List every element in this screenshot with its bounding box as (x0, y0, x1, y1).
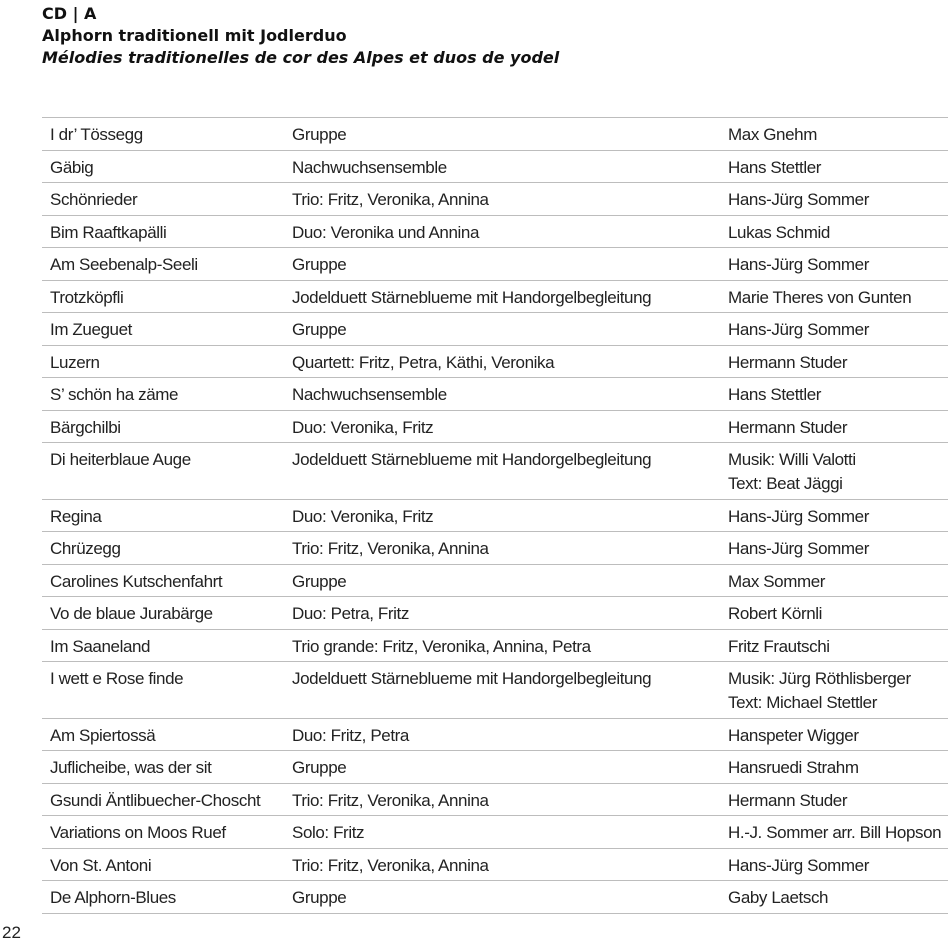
track-performer: Solo: Fritz (292, 823, 365, 842)
album-title: Alphorn traditionell mit Jodlerduo (42, 26, 347, 45)
track-performer: Gruppe (292, 255, 347, 274)
track-performer: Duo: Petra, Fritz (292, 604, 409, 623)
track-row (42, 443, 948, 500)
track-title: I wett e Rose finde (50, 669, 184, 688)
track-performer: Gruppe (292, 888, 347, 907)
track-composer (728, 719, 948, 751)
track-composer (728, 216, 948, 248)
track-row (42, 183, 948, 216)
composer-line: Max Sommer (728, 571, 826, 591)
track-performer: Gruppe (292, 758, 347, 777)
composer-line: Hermann Studer (728, 417, 848, 437)
composer-line: Hans Stettler (728, 385, 822, 404)
composer-line: Hans-Jürg Sommer (728, 255, 869, 274)
track-composer (728, 118, 948, 150)
composer-line: H.-J. Sommer arr. Bill Hopson (728, 823, 942, 842)
track-title: Juflicheibe, was der sit (50, 758, 212, 777)
composer-line: Marie Theres von Gunten (728, 287, 912, 307)
composer-line: Gaby Laetsch (728, 888, 829, 907)
composer-line: Text: Michael Stettler (728, 693, 877, 712)
track-performer: Trio: Fritz, Veronika, Annina (292, 190, 489, 209)
composer-line: Hans-Jürg Sommer (728, 855, 869, 875)
track-row (42, 151, 948, 184)
track-list (42, 117, 948, 914)
track-title: Carolines Kutschenfahrt (50, 571, 223, 591)
track-performer: Gruppe (292, 571, 347, 591)
track-performer: Quartett: Fritz, Petra, Käthi, Veronika (292, 352, 555, 372)
track-composer (728, 751, 948, 783)
track-composer (728, 532, 948, 564)
track-performer: Duo: Veronika, Fritz (292, 506, 434, 526)
track-performer: Trio: Fritz, Veronika, Annina (292, 790, 489, 810)
track-row (42, 816, 948, 849)
track-performer: Trio grande: Fritz, Veronika, Annina, Petra (292, 636, 591, 656)
track-title: Schönrieder (50, 190, 138, 209)
composer-line: Hans-Jürg Sommer (728, 506, 869, 526)
track-composer (728, 378, 948, 410)
track-composer (728, 346, 948, 378)
track-title: S’ schön ha zäme (50, 385, 179, 404)
track-performer: Trio: Fritz, Veronika, Annina (292, 855, 489, 875)
page-number: 22 (2, 923, 21, 942)
track-title: Im Saaneland (50, 636, 151, 656)
track-row (42, 881, 948, 914)
track-row (42, 500, 948, 533)
composer-line: Hans Stettler (728, 157, 822, 177)
track-row (42, 751, 948, 784)
track-performer: Jodelduett Stärneblueme mit Handorgelbegleitung (292, 450, 652, 469)
page-header (42, 3, 559, 69)
track-row (42, 565, 948, 598)
track-performer: Jodelduett Stärneblueme mit Handorgelbegleitung (292, 287, 652, 307)
composer-line: Text: Beat Jäggi (728, 474, 843, 493)
track-row (42, 719, 948, 752)
track-row (42, 313, 948, 346)
track-performer: Jodelduett Stärneblueme mit Handorgelbegleitung (292, 669, 652, 688)
track-row (42, 662, 948, 719)
track-title: Vo de blaue Jurabärge (50, 604, 213, 623)
composer-line: Hans-Jürg Sommer (728, 539, 869, 558)
track-title: Trotzköpfli (50, 287, 124, 307)
track-row (42, 849, 948, 882)
track-title: Gäbig (50, 157, 94, 177)
track-performer: Duo: Veronika, Fritz (292, 417, 434, 437)
track-row (42, 118, 948, 151)
track-title: Chrüzegg (50, 539, 121, 558)
track-composer (728, 565, 948, 597)
track-row (42, 281, 948, 314)
track-composer (728, 849, 948, 881)
composer-line: Hans-Jürg Sommer (728, 320, 869, 339)
track-row (42, 346, 948, 379)
composer-line: Hans-Jürg Sommer (728, 190, 869, 209)
composer-line: Hermann Studer (728, 790, 848, 810)
track-row (42, 597, 948, 630)
track-title: Bim Raaftkapälli (50, 222, 167, 242)
track-row (42, 216, 948, 249)
track-performer: Gruppe (292, 125, 347, 144)
composer-line: Robert Körnli (728, 604, 823, 623)
track-row (42, 248, 948, 281)
composer-line: Hanspeter Wigger (728, 725, 859, 745)
track-performer: Nachwuchsensemble (292, 385, 447, 404)
track-composer (728, 248, 948, 280)
track-composer (728, 313, 948, 345)
track-composer (728, 443, 948, 499)
track-row (42, 411, 948, 444)
track-composer (728, 662, 948, 718)
track-title: Von St. Antoni (50, 855, 152, 875)
track-title: Regina (50, 506, 102, 526)
track-performer: Duo: Fritz, Petra (292, 725, 409, 745)
track-composer (728, 411, 948, 443)
composer-line: Fritz Frautschi (728, 636, 830, 656)
track-title: I dr’ Tössegg (50, 125, 143, 144)
composer-line: Lukas Schmid (728, 222, 830, 242)
track-title: Luzern (50, 352, 100, 372)
track-composer (728, 500, 948, 532)
track-title: Am Seebenalp-Seeli (50, 255, 198, 274)
track-title: Im Zueguet (50, 320, 132, 339)
composer-line: Hansruedi Strahm (728, 758, 859, 777)
track-composer (728, 151, 948, 183)
track-performer: Duo: Veronika und Annina (292, 222, 479, 242)
composer-line: Musik: Jürg Röthlisberger (728, 669, 911, 688)
track-title: Di heiterblaue Auge (50, 450, 191, 469)
track-row (42, 532, 948, 565)
track-title: Gsundi Äntlibuecher-Choscht (50, 790, 261, 810)
composer-line: Max Gnehm (728, 125, 817, 144)
track-composer (728, 881, 948, 913)
track-performer: Nachwuchsensemble (292, 157, 447, 177)
track-composer (728, 183, 948, 215)
track-composer (728, 630, 948, 662)
track-title: Am Spiertossä (50, 725, 156, 745)
track-composer (728, 281, 948, 313)
track-title: De Alphorn-Blues (50, 888, 176, 907)
track-composer (728, 597, 948, 629)
composer-line: Hermann Studer (728, 352, 848, 372)
album-subtitle-french: Mélodies traditionelles de cor des Alpes et duos de yodel (42, 48, 560, 67)
track-title: Variations on Moos Ruef (50, 823, 226, 842)
track-row (42, 630, 948, 663)
track-composer (728, 816, 948, 848)
track-composer (728, 784, 948, 816)
cd-label: CD | A (42, 4, 97, 23)
track-title: Bärgchilbi (50, 417, 121, 437)
track-performer: Trio: Fritz, Veronika, Annina (292, 539, 489, 558)
composer-line: Musik: Willi Valotti (728, 450, 856, 469)
track-performer: Gruppe (292, 320, 347, 339)
track-row (42, 378, 948, 411)
track-row (42, 784, 948, 817)
